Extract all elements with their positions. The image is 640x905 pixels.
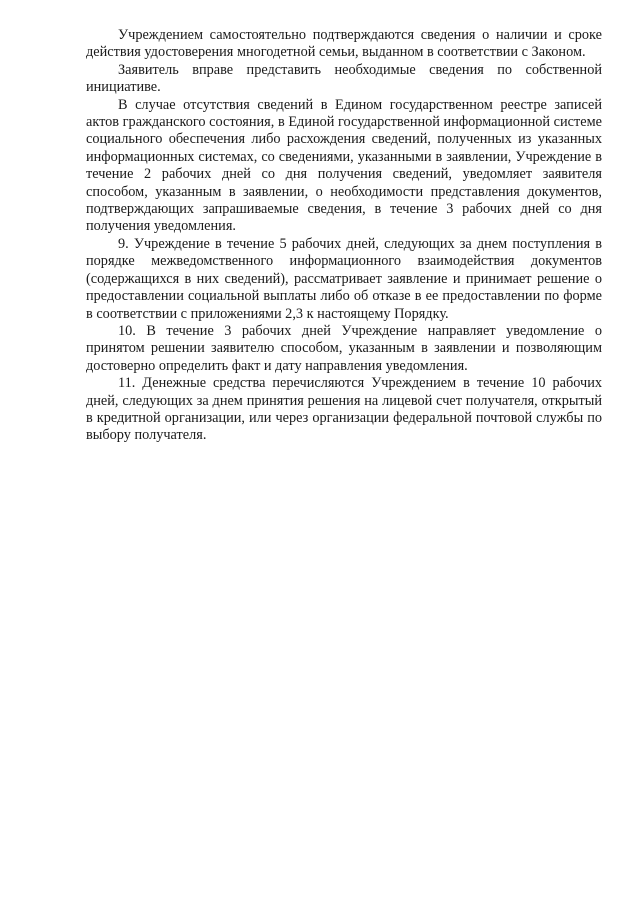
paragraph-item-10: 10. В течение 3 рабочих дней Учреждение направляет уведомление о принятом решении заявителю способом, указанным в заявлении и позволяющим достоверно определить факт и дату направления уведомления. <box>86 322 602 374</box>
paragraph-missing-records: В случае отсутствия сведений в Едином государственном реестре записей актов гражданского состояния, в Единой государственной информационной системе социального обеспечения либо расхождения сведений, полученных из указанных информационных системах, со сведениями, указанными в заявлении, Учреждение в течение 2 рабочих дней со дня получения сведений, уведомляет заявителя способом, указанным в заявлении, о необходимости представления документов, подтверждающих запрашиваемые сведения, в течение 3 рабочих дней со дня получения уведомления. <box>86 96 602 235</box>
document-page <box>86 27 602 445</box>
paragraph-item-11: 11. Денежные средства перечисляются Учреждением в течение 10 рабочих дней, следующих за днем принятия решения на лицевой счет получателя, открытый в кредитной организации, или через организации федеральной почтовой службы по выбору получателя. <box>86 375 602 444</box>
paragraph-item-9: 9. Учреждение в течение 5 рабочих дней, следующих за днем поступления в порядке межведомственного информационного взаимодействия документов (содержащихся в них сведений), рассматривает заявление и принимает решение о предоставлении социальной выплаты либо об отказе в ее предоставлении по форме в соответствии с приложениями 2,3 к настоящему Порядку. <box>86 235 602 322</box>
paragraph-applicant-initiative: Заявитель вправе представить необходимые сведения по собственной инициативе. <box>86 61 602 96</box>
paragraph-certificate-verification: Учреждением самостоятельно подтверждаются сведения о наличии и сроке действия удостоверения многодетной семьи, выданном в соответствии с Законом. <box>86 27 602 61</box>
